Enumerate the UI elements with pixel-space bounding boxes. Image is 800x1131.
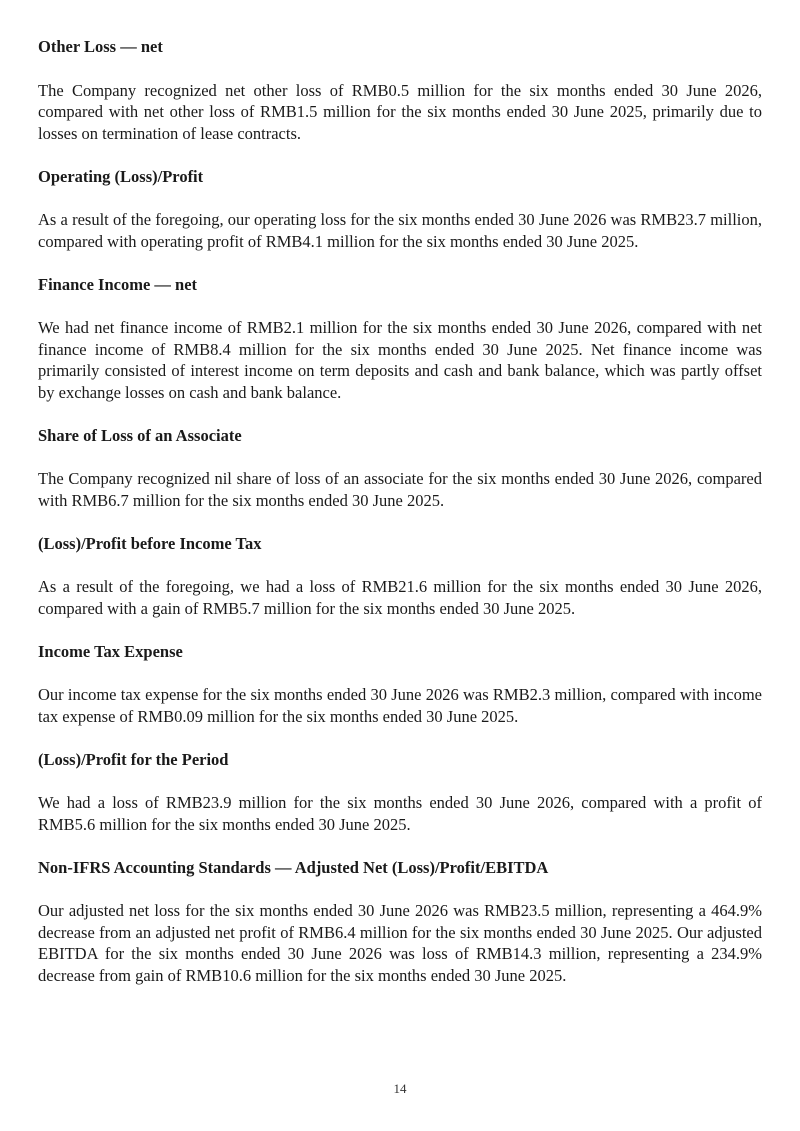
section-heading: (Loss)/Profit for the Period (38, 749, 229, 769)
section-heading: Non-IFRS Accounting Standards — Adjusted Net (Loss)/Profit/EBITDA (38, 857, 549, 877)
section-paragraph: As a result of the foregoing, we had a loss of RMB21.6 million for the six months ended 30 June 2026, compared with a gain of RMB5.7 million for the six months ended 30 June 2025. (38, 577, 762, 618)
section-paragraph: We had net finance income of RMB2.1 million for the six months ended 30 June 2026, compared with net finance income of RMB8.4 million for the six months ended 30 June 2025. Net finance income was primarily consisted of interest income on term deposits and cash and bank balance, which was partly offset by exchange losses on cash and bank balance. (38, 318, 762, 402)
section-other-loss (38, 36, 762, 144)
section-profit-for-period (38, 749, 762, 836)
section-heading: Finance Income — net (38, 274, 198, 294)
section-paragraph: Our income tax expense for the six months ended 30 June 2026 was RMB2.3 million, compared with income tax expense of RMB0.09 million for the six months ended 30 June 2025. (38, 685, 762, 726)
section-paragraph: We had a loss of RMB23.9 million for the six months ended 30 June 2026, compared with a profit of RMB5.6 million for the six months ended 30 June 2025. (38, 793, 762, 834)
section-non-ifrs-adjusted (38, 857, 762, 987)
page-number: 14 (393, 1081, 407, 1096)
section-paragraph: As a result of the foregoing, our operating loss for the six months ended 30 June 2026 was RMB23.7 million, compared with operating profit of RMB4.1 million for the six months ended 30 June 2025. (38, 210, 762, 251)
section-paragraph: The Company recognized net other loss of RMB0.5 million for the six months ended 30 June 2026, compared with net other loss of RMB1.5 million for the six months ended 30 June 2025, primarily due to losses on termination of lease contracts. (38, 80, 762, 143)
section-heading: Income Tax Expense (38, 641, 183, 661)
section-paragraph: Our adjusted net loss for the six months ended 30 June 2026 was RMB23.5 million, representing a 464.9% decrease from an adjusted net profit of RMB6.4 million for the six months ended 30 June 2025. Our adjusted EBITDA for the six months ended 30 June 2026 was loss of RMB14.3 million, representing a 234.9% decrease from gain of RMB10.6 million for the six months ended 30 June 2025. (38, 901, 762, 985)
section-heading: (Loss)/Profit before Income Tax (38, 533, 262, 553)
section-paragraph: The Company recognized nil share of loss of an associate for the six months ended 30 June 2026, compared with RMB6.7 million for the six months ended 30 June 2025. (38, 469, 762, 510)
section-income-tax-expense (38, 641, 762, 728)
section-profit-before-tax (38, 533, 762, 620)
section-heading: Operating (Loss)/Profit (38, 166, 204, 186)
section-finance-income (38, 274, 762, 404)
section-share-of-loss-associate (38, 425, 762, 512)
section-operating-loss-profit (38, 166, 762, 253)
section-heading: Share of Loss of an Associate (38, 425, 242, 445)
section-heading: Other Loss — net (38, 37, 163, 56)
document-page (38, 36, 762, 1008)
